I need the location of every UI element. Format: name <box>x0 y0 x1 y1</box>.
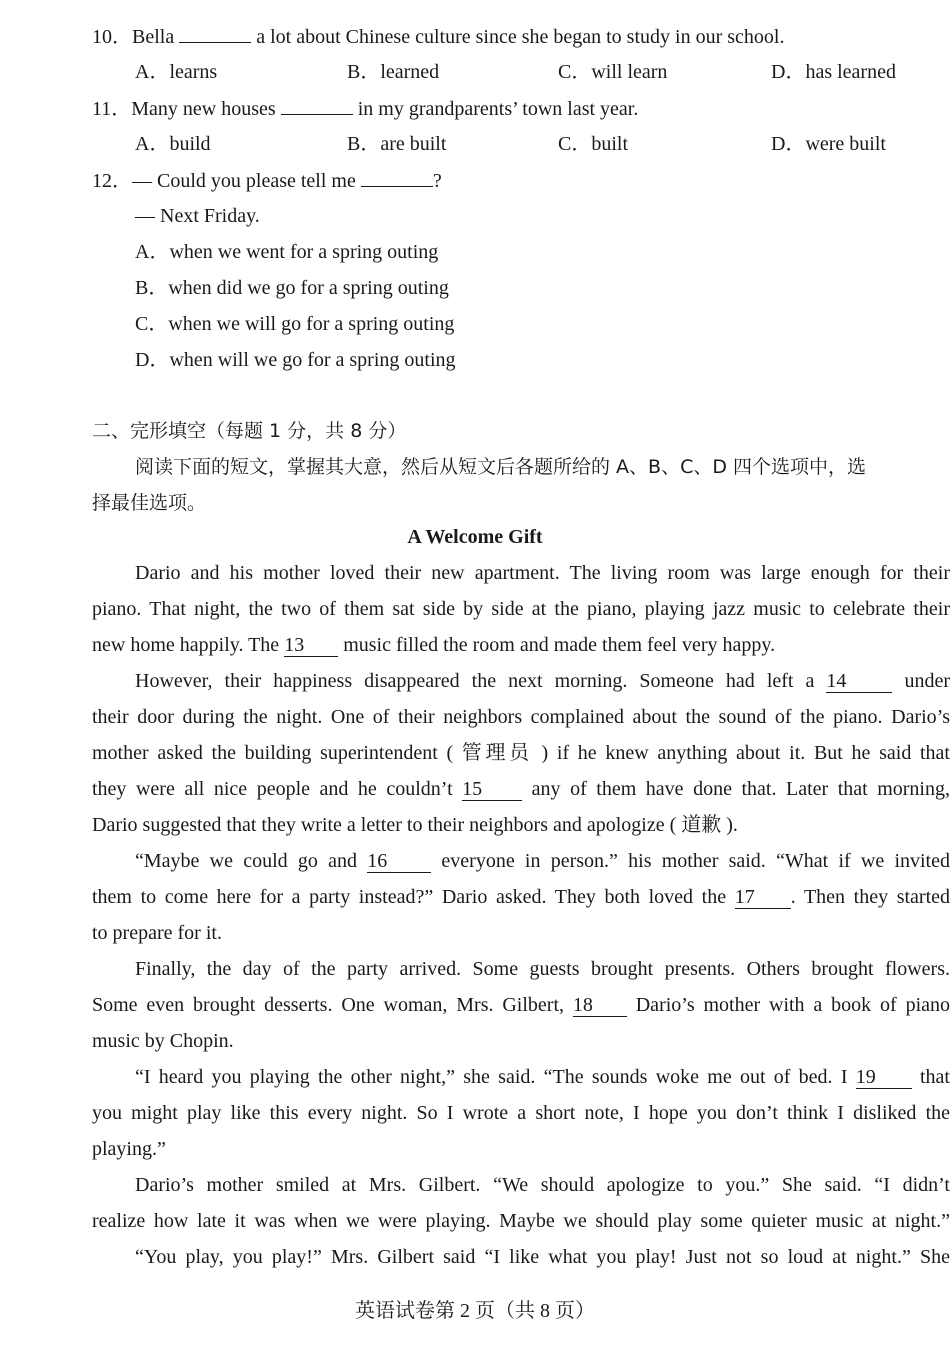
cloze-blank-19: 19 <box>856 1066 912 1089</box>
question-12 <box>92 168 442 193</box>
question-stem-pre: Many new houses <box>131 98 281 120</box>
passage-line: Finally, the day of the party arrived. Some guests brought presents. Others brought flowers. <box>135 958 950 980</box>
text-fragment: any of them have done that. Later that morning, <box>522 778 950 800</box>
question-stem-post: in my grandparents’ town last year. <box>352 98 639 120</box>
option-c: C．will learn <box>558 61 668 83</box>
text-fragment: under <box>892 670 950 692</box>
option-d: D．has learned <box>771 61 896 83</box>
dialogue-reply: — Next Friday. <box>135 205 260 227</box>
question-stem-post: a lot about Chinese culture since she began to study in our school. <box>251 26 785 48</box>
option-b: B．are built <box>347 133 447 155</box>
passage-line: mother asked the building superintendent ( 管理员 ) if he knew anything about it. But he said that <box>92 742 950 764</box>
answer-blank <box>361 168 433 187</box>
question-stem-pre: Bella <box>132 26 180 48</box>
option-b: B．learned <box>347 61 440 83</box>
passage <box>92 555 950 1275</box>
passage-line: realize how late it was when we were playing. Maybe we should play some quieter music at night.” <box>92 1210 950 1232</box>
question-10 <box>92 24 784 49</box>
option-a: A．learns <box>135 61 218 83</box>
cloze-blank-14: 14 <box>826 670 892 693</box>
passage-line: you might play like this every night. So I wrote a short note, I hope you don’t think I disliked the <box>92 1102 950 1124</box>
cloze-blank-16: 16 <box>367 850 431 873</box>
text-fragment: them to come here for a party instead?” Dario asked. They both loved the <box>92 886 735 908</box>
passage-line <box>92 1059 950 1095</box>
cloze-blank-17: 17 <box>735 886 791 909</box>
option-d: D．when will we go for a spring outing <box>135 349 456 371</box>
question-stem-post: ? <box>432 170 442 192</box>
passage-line <box>92 987 950 1023</box>
option-b: B．when did we go for a spring outing <box>135 277 449 299</box>
passage-title: A Welcome Gift <box>407 526 543 548</box>
text-fragment: new home happily. The <box>92 634 285 656</box>
cloze-blank-13: 13 <box>284 634 338 657</box>
passage-line: piano. That night, the two of them sat side by side at the piano, playing jazz music to celebrate their <box>92 598 950 620</box>
option-d: D．were built <box>771 133 886 155</box>
passage-line <box>92 663 950 699</box>
text-fragment: Dario’s mother with a book of piano <box>626 994 950 1016</box>
passage-line: Dario suggested that they write a letter to their neighbors and apologize ( 道歉 ). <box>92 814 738 836</box>
passage-line <box>92 879 950 915</box>
passage-line <box>92 771 950 807</box>
option-a: A．build <box>135 133 211 155</box>
text-fragment: music filled the room and made them feel very happy. <box>338 634 776 656</box>
section-heading: 二、完形填空（每题 1 分，共 8 分） <box>92 420 407 442</box>
text-fragment: Some even brought desserts. One woman, Mrs. Gilbert, <box>92 994 573 1016</box>
text-fragment: they were all nice people and he couldn’t <box>92 778 463 800</box>
passage-line: Dario’s mother smiled at Mrs. Gilbert. “We should apologize to you.” She said. “I didn’t <box>135 1174 950 1196</box>
passage-line: their door during the night. One of their neighbors complained about the sound of the piano. Dario’s <box>92 706 950 728</box>
text-fragment: everyone in person.” his mother said. “What if we invited <box>431 850 950 872</box>
passage-line: playing.” <box>92 1138 166 1160</box>
cloze-blank-15: 15 <box>462 778 522 801</box>
passage-line: Dario and his mother loved their new apartment. The living room was large enough for their <box>135 562 950 584</box>
option-c: C．when we will go for a spring outing <box>135 313 455 335</box>
passage-line: music by Chopin. <box>92 1030 234 1052</box>
text-fragment: . Then they started <box>790 886 950 908</box>
question-stem-pre: — Could you please tell me <box>132 170 361 192</box>
question-number: 12． <box>92 170 132 192</box>
passage-line <box>92 843 950 879</box>
text-fragment: “I heard you playing the other night,” she said. “The sounds woke me out of bed. I <box>135 1066 856 1088</box>
answer-blank <box>179 24 251 43</box>
section-instruction: 阅读下面的短文，掌握其大意，然后从短文后各题所给的 A、B、C、D 四个选项中，选 <box>135 456 867 478</box>
question-11 <box>92 96 638 121</box>
question-number: 11． <box>92 98 132 120</box>
option-c: C．built <box>558 133 629 155</box>
text-fragment: “Maybe we could go and <box>135 850 368 872</box>
text-fragment: that <box>911 1066 950 1088</box>
section-instruction-cont: 择最佳选项。 <box>92 492 207 514</box>
answer-blank <box>281 96 353 115</box>
passage-line <box>92 627 950 663</box>
page-footer: 英语试卷第 2 页（共 8 页） <box>355 1300 595 1322</box>
text-fragment: However, their happiness disappeared the next morning. Someone had left a <box>135 670 827 692</box>
passage-line: “You play, you play!” Mrs. Gilbert said “I like what you play! Just not so loud at night.” She <box>135 1246 950 1268</box>
question-number: 10． <box>92 26 132 48</box>
cloze-blank-18: 18 <box>573 994 627 1017</box>
option-a: A．when we went for a spring outing <box>135 241 439 263</box>
passage-line: to prepare for it. <box>92 922 222 944</box>
